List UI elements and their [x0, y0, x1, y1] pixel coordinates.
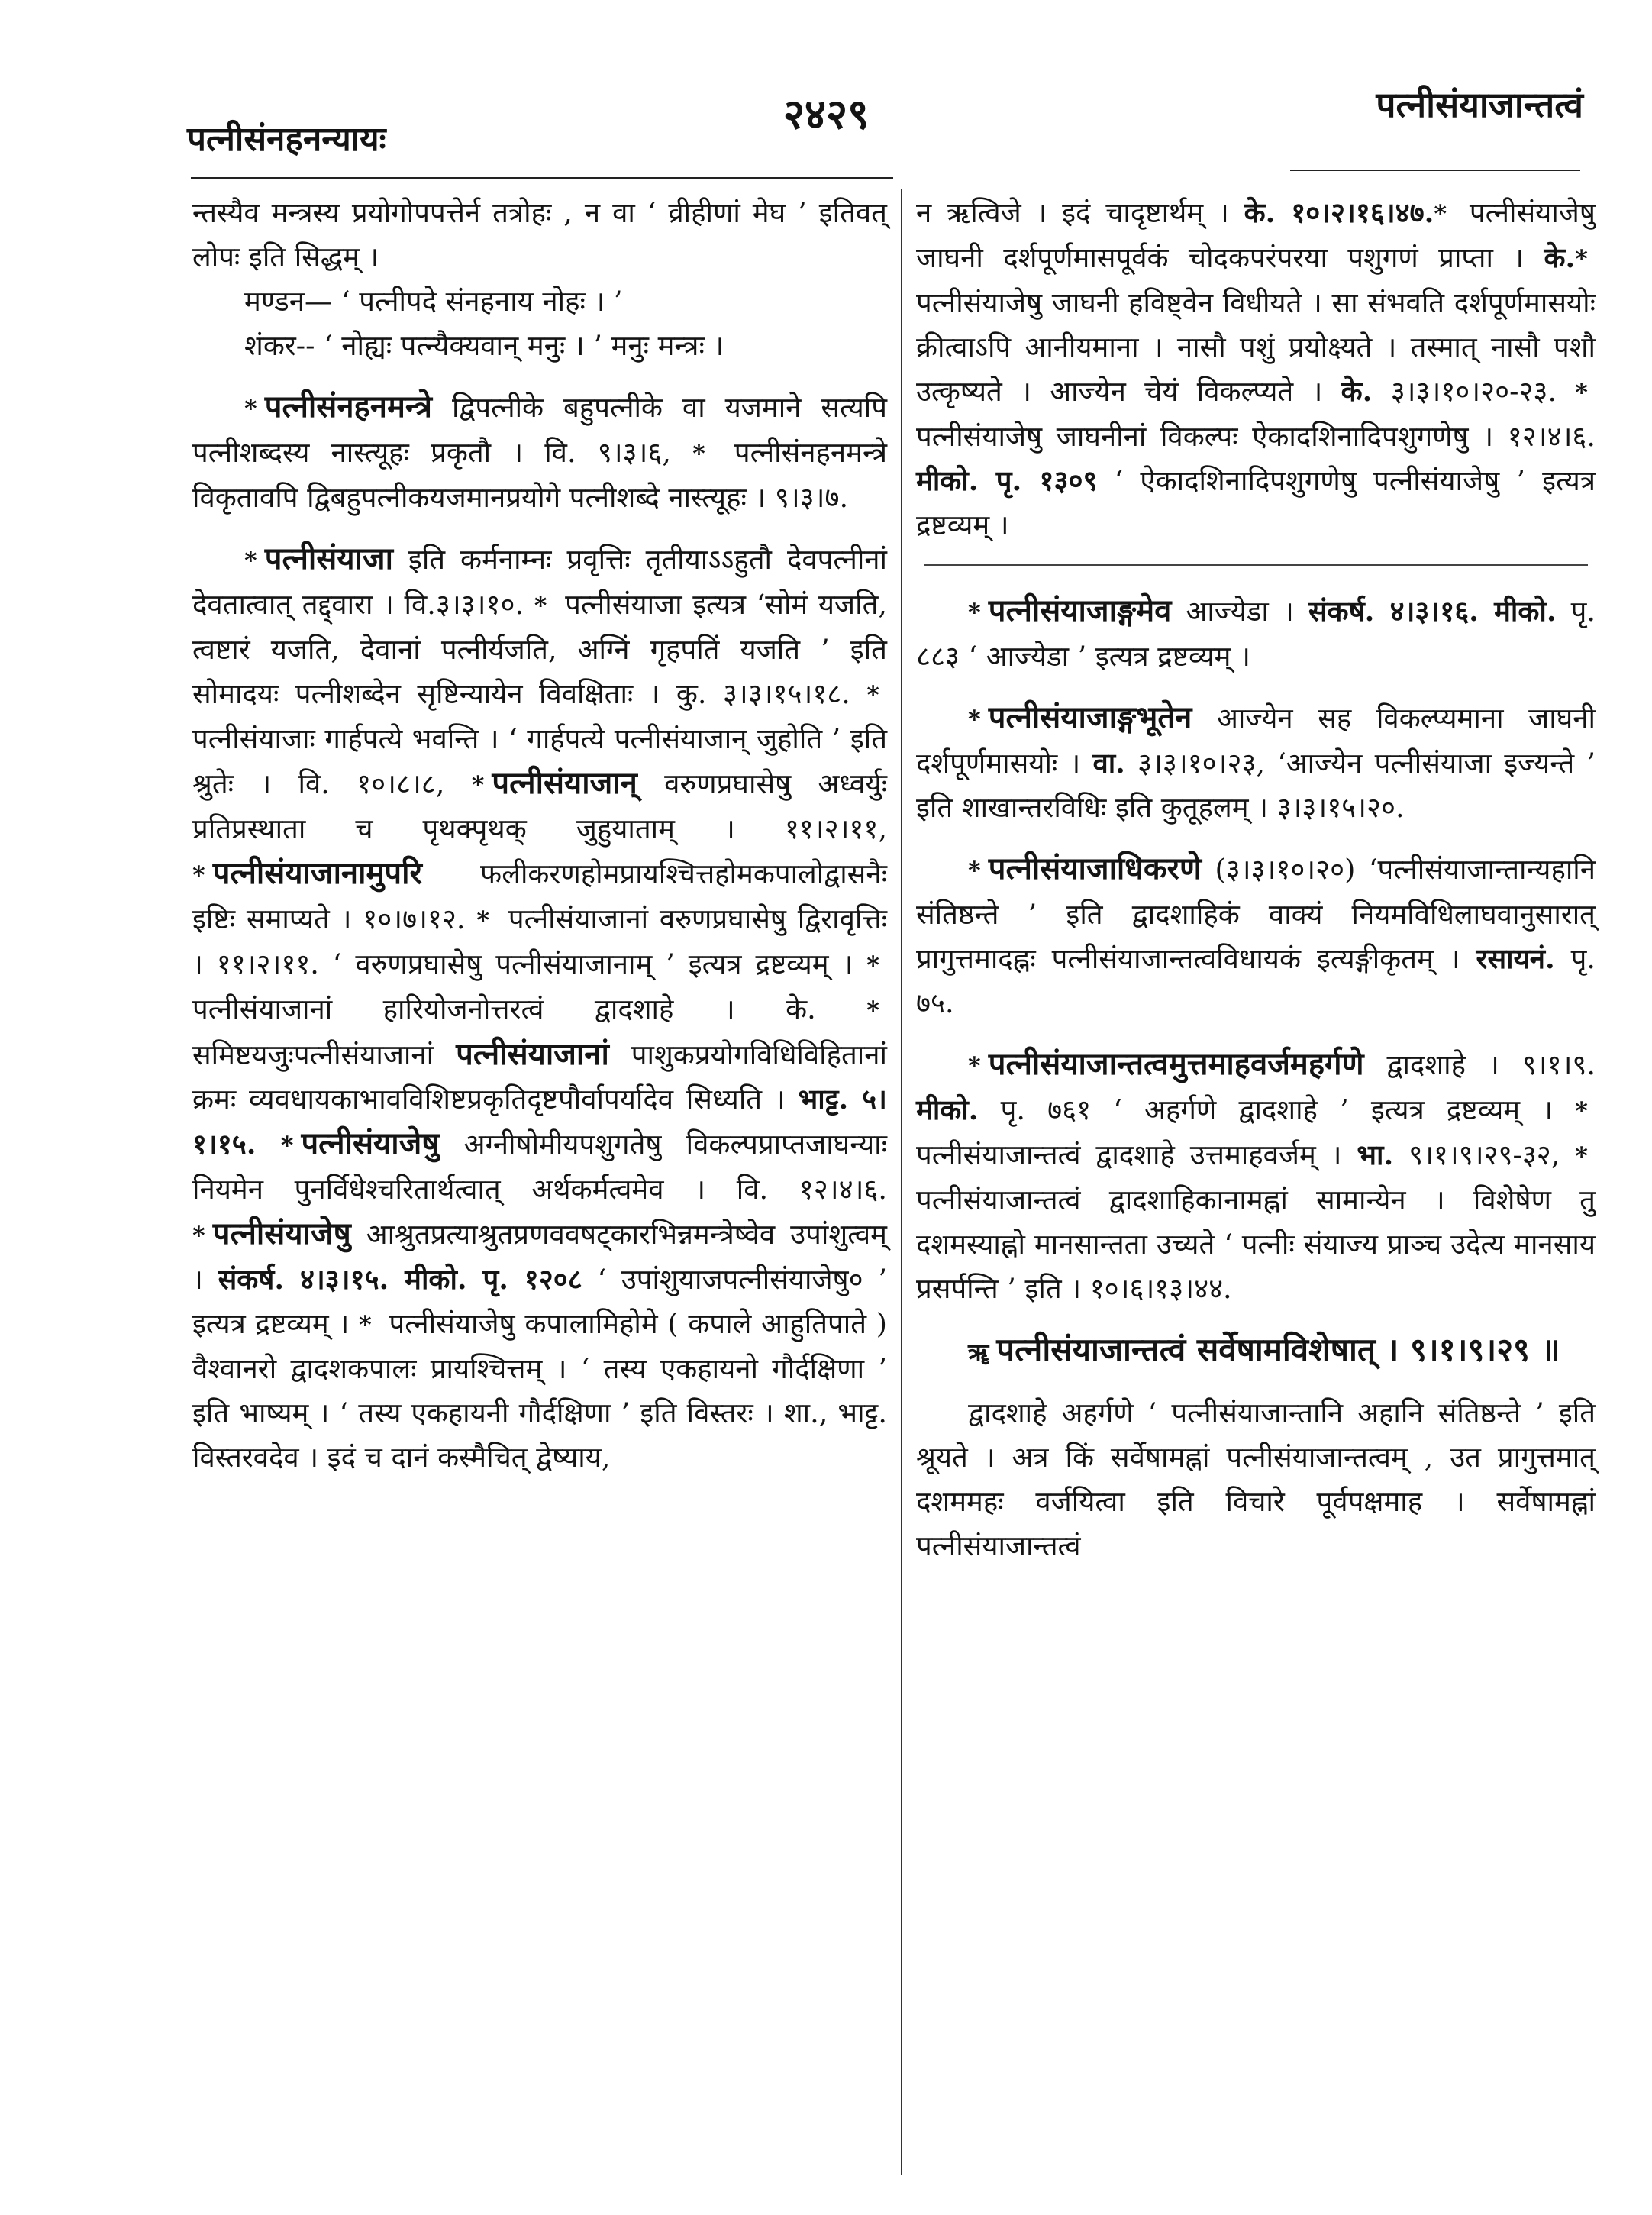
sutra-mark-icon: ॠ: [968, 1338, 989, 1367]
star-icon: *: [280, 1131, 294, 1160]
sutra-text: पत्नीसंयाजान्तत्वं सर्वेषामविशेषात् । ९।१।९।२९ ॥: [996, 1331, 1560, 1368]
entry-headword: पत्नीसंयाजा: [264, 541, 393, 576]
star-icon: *: [866, 951, 879, 980]
star-icon: *: [1575, 378, 1588, 407]
left-column: [192, 191, 887, 1480]
paragraph-shankara: शंकर-- ‘ नोह्यः पत्न्यैक्यवान् मनुः । ’ मनुः मन्त्रः ।: [244, 329, 724, 362]
star-icon: *: [968, 598, 981, 627]
header-rule-right: [1290, 170, 1580, 171]
star-icon: *: [1575, 1096, 1588, 1125]
paragraph: न ऋत्विजे । इदं चादृष्टार्थम् । के. १०।२।१६।४७.* पत्नीसंयाजेषु जाघनी दर्शपूर्णमासपूर्वकं चोदकपरंपरया पशुगणं प्राप्ता । के.* पत्नीसंयाजेषु जाघनी हविष्ट्वेन विधीयते । सा संभवति दर्शपूर्णमासयोः क्रीत्वाऽपि आनीयमाना । नासौ पशुं प्रयोक्ष्यते । तस्मात् नासौ पशौ उत्कृष्यते । आज्येन चेयं विकल्प्यते । के. ३।३।१०।२०-२३. * पत्नीसंयाजेषु जाघनीनां विकल्पः ऐकादशिनादिपशुगणेषु । १२।४।६. मीको. पृ. १३०९ ‘ ऐकादशिनादिपशुगणेषु पत्नीसंयाजेषु ’ इत्यत्र द्रष्टव्यम् ।: [916, 196, 1596, 541]
entry: * पत्नीसंयाजान्तत्वमुत्तमाहवर्जमहर्गणे द्वादशाहे । ९।१।९. मीको. पृ. ७६१ ‘ अहर्गणे द्वादशाहे ’ इत्यत्र द्रष्टव्यम् । * पत्नीसंयाजान्तत्वं द्वादशाहे उत्तमाहवर्जम् । भा. ९।१।९।२९-३२, * पत्नीसंयाजान्तत्वं द्वादशाहिकानामह्नां सामान्येन । विशेषेण तु दशमस्याह्नो मानसान्तता उच्यते ‘ पत्नीः संयाज्य प्राञ्च उदेत्य मानसाय प्रसर्पन्ति ’ इति । १०।६।१३।४४.: [916, 1046, 1596, 1305]
star-icon: *: [476, 906, 490, 935]
paragraph: न्तस्यैव मन्त्रस्य प्रयोगोपपत्तेर्न तत्रोहः , न वा ‘ व्रीहीणां मेघ ’ इतिवत् लोपः इति सिद्धम् ।: [192, 196, 887, 273]
star-icon: *: [192, 860, 205, 890]
right-column: [916, 191, 1596, 1568]
page-number: २४२९: [782, 89, 870, 138]
star-icon: *: [534, 591, 547, 620]
header-rule-left: [191, 177, 893, 179]
entry: * पत्नीसंयाजाधिकरणे (३।३।१०।२०) ‘पत्नीसंयाजान्तान्यहानि संतिष्ठन्ते ’ इति द्वादशाहिकं वाक्यं नियमविधिलाघवानुसारात् प्रागुत्तमादह्नः पत्नीसंयाजान्तत्वविधायकं इत्यङ्गीकृतम् । रसायनं. पृ. ७५.: [916, 851, 1596, 1019]
paragraph-mandana: मण्डन— ‘ पत्नीपदे संनहनाय नोहः । ’: [244, 285, 623, 318]
entry-headword: पत्नीसंनहनमन्त्रे: [264, 389, 432, 425]
star-icon: *: [359, 1310, 372, 1339]
column-divider: [901, 189, 902, 2175]
star-icon: *: [866, 996, 879, 1025]
entry-headword: पत्नीसंयाजाधिकरणे: [988, 851, 1202, 886]
entry: * पत्नीसंयाजाङ्गभूतेन आज्येन सह विकल्प्यमाना जाघनी दर्शपूर्णमासयोः । वा. ३।३।१०।२३, ‘आज्येन पत्नीसंयाजा इज्यन्ते ’ इति शाखान्तरविधिः इति कुतूहलम् । ३।३।१५।२०.: [916, 699, 1596, 824]
sutra-heading: [916, 1328, 1596, 1374]
star-icon: *: [192, 1221, 205, 1250]
running-header: [0, 0, 1652, 176]
star-icon: *: [1434, 199, 1447, 228]
star-icon: *: [968, 705, 981, 734]
star-icon: *: [471, 770, 485, 799]
star-icon: *: [1575, 244, 1588, 273]
star-icon: *: [968, 1051, 981, 1080]
star-icon: *: [968, 856, 981, 885]
section-rule: [924, 564, 1588, 566]
entry: * पत्नीसंयाजाङ्गमेव आज्येडा । संकर्ष. ४।३।१६. मीको. पृ. ८८३ ‘ आज्येडा ’ इत्यत्र द्रष्टव्यम् ।: [916, 592, 1596, 673]
star-icon: *: [1575, 1141, 1588, 1170]
star-icon: *: [244, 546, 257, 575]
entry-headword: पत्नीसंयाजाङ्गमेव: [988, 592, 1172, 628]
entry: * पत्नीसंनहनमन्त्रे द्विपत्नीके बहुपत्नीके वा यजमाने सत्यपि पत्नीशब्दस्य नास्त्यूहः प्रकृतौ । वि. ९।३।६, * पत्नीसंनहनमन्त्रे विकृतावपि द्विबहुपत्नीकयजमानप्रयोगे पत्नीशब्दे नास्त्यूहः । ९।३।७.: [192, 389, 887, 514]
header-left-entry: पत्नीसंनहनन्यायः: [187, 120, 386, 159]
entry: * पत्नीसंयाजा इति कर्मनाम्नः प्रवृत्तिः तृतीयाऽऽहुतौ देवपत्नीनां देवतात्वात् तद्द्वारा । वि.३।३।१०. * पत्नीसंयाजा इत्यत्र ‘सोमं यजति, त्वष्टारं यजति, देवानां पत्नीर्यजति, अग्निं गृहपतिं यजति ’ इति सोमादयः पत्नीशब्देन सृष्टिन्यायेन विवक्षिताः । कु. ३।३।१५।१८. * पत्नीसंयाजाः गार्हपत्ये भवन्ति । ‘ गार्हपत्ये पत्नीसंयाजान् जुहोति ’ इति श्रुतेः । वि. १०।८।८, * पत्नीसंयाजान् वरुणप्रघासेषु अध्वर्युः प्रतिप्रस्थाता च पृथक्पृथक् जुहुयाताम् । ११।२।११, * पत्नीसंयाजानामुपरि फलीकरणहोमप्रायश्चित्तहोमकपालोद्वासनैः इष्टिः समाप्यते । १०।७।१२. * पत्नीसंयाजानां वरुणप्रघासेषु द्विरावृत्तिः । ११।२।११. ‘ वरुणप्रघासेषु पत्नीसंयाजानाम् ’ इत्यत्र द्रष्टव्यम् । * पत्नीसंयाजानां हारियोजनोत्तरत्वं द्वादशाहे । के. * समिष्टयजुःपत्नीसंयाजानां पत्नीसंयाजानां पाशुकप्रयोगविधिविहितानां क्रमः व्यवधायकाभावविशिष्टप्रकृतिदृष्टपौर्वापर्यादेव सिध्यति । भाट्ट. ५।१।१५. * पत्नीसंयाजेषु अग्नीषोमीयपशुगतेषु विकल्पप्राप्तजाघन्याः नियमेन पुनर्विधेश्चरितार्थत्वात् अर्थकर्मत्वमेव । वि. १२।४।६. * पत्नीसंयाजेषु आश्रुतप्रत्याश्रुतप्रणववषट्कारभिन्नमन्त्रेष्वेव उपांशुत्वम् । संकर्ष. ४।३।१५. मीको. पृ. १२०८ ‘ उपांशुयाजपत्नीसंयाजेषु० ’ इत्यत्र द्रष्टव्यम् । * पत्नीसंयाजेषु कपालामिहोमे ( कपाले आहुतिपाते ) वैश्वानरो द्वादशकपालः प्रायश्चित्तम् । ‘ तस्य एकहायनो गौर्दक्षिणा ’ इति भाष्यम् । ‘ तस्य एकहायनी गौर्दक्षिणा ’ इति विस्तरः । शा., भाट्ट. विस्तरवदेव । इदं च दानं कस्मैचित् द्वेष्याय,: [192, 541, 888, 1474]
star-icon: *: [692, 439, 705, 468]
entry-headword: पत्नीसंयाजाङ्गभूतेन: [988, 699, 1192, 735]
header-right-entry: पत्नीसंयाजान्तत्वं: [1376, 84, 1583, 125]
commentary-paragraph: द्वादशाहे अहर्गणे ‘ पत्नीसंयाजान्तानि अहानि संतिष्ठन्ते ’ इति श्रूयते । अत्र किं सर्वेषामह्नां पत्नीसंयाजान्तत्वम् , उत प्रागुत्तमात् दशममहः वर्जयित्वा इति विचारे पूर्वपक्षमाह । सर्वेषामह्नां पत्नीसंयाजान्तत्वं: [916, 1396, 1596, 1562]
entry-headword: पत्नीसंयाजान्तत्वमुत्तमाहवर्जमहर्गणे: [988, 1046, 1364, 1082]
star-icon: *: [244, 394, 257, 423]
star-icon: *: [866, 680, 879, 709]
